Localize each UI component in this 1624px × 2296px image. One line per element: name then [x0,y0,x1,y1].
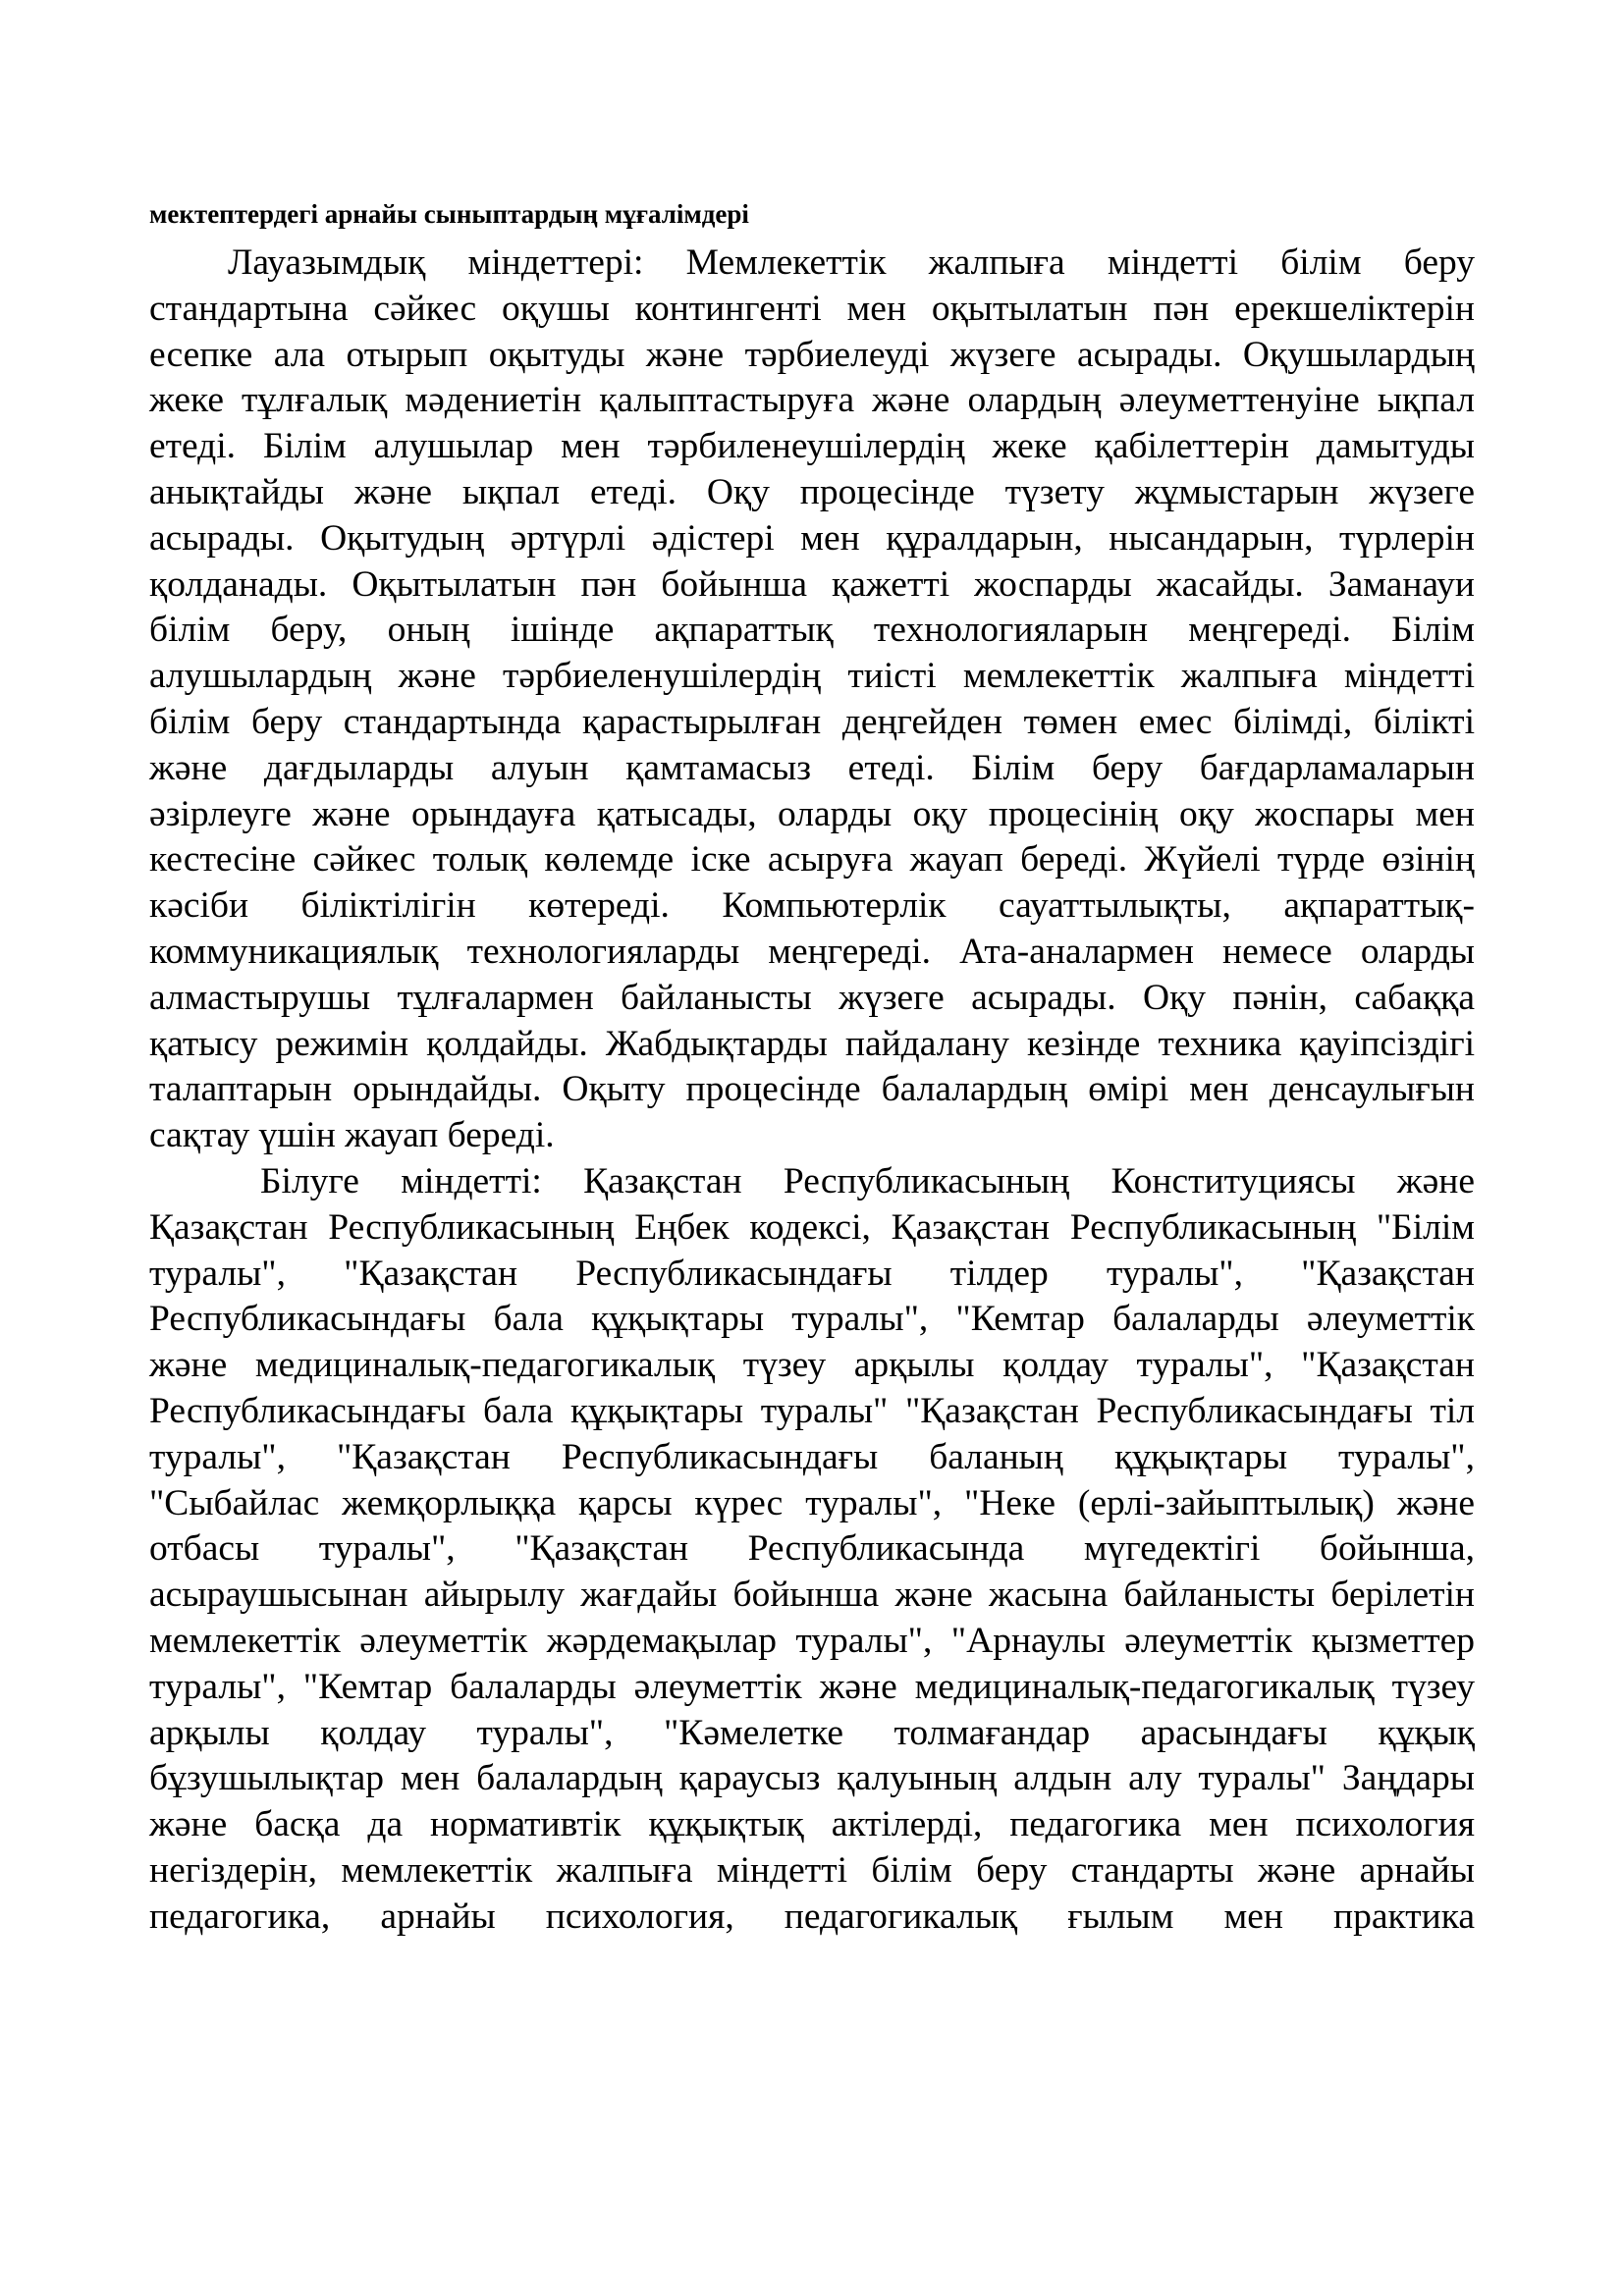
document-body [149,240,1475,1940]
text-line: мемлекеттік әлеуметтік жәрдемақылар туралы", "Арнаулы әлеуметтік қызметтер [149,1620,1475,1661]
text-line: кестесіне сәйкес толық көлемде іске асыруға жауап береді. Жүйелі түрде өзінің [149,839,1475,881]
text-line: Лауазымдық міндеттері: Мемлекеттік жалпыға міндетті білім беру [228,242,1475,283]
text-line: туралы", "Кемтар балаларды әлеуметтік және медициналық-педагогикалық түзеу [149,1666,1475,1707]
text-line: отбасы туралы", "Қазақстан Республикасында мүгедектігі бойынша, [149,1528,1475,1570]
text-line: алмастырушы тұлғалармен байланысты жүзеге асырады. Оқу пәнін, сабаққа [149,977,1475,1018]
text-line: және медициналық-педагогикалық түзеу арқылы қолдау туралы", "Қазақстан [149,1345,1475,1386]
text-line: талаптарын орындайды. Оқыту процесінде балалардың өмірі мен денсаулығын [149,1069,1475,1110]
text-line: кәсіби біліктілігін көтереді. Компьютерлік сауаттылықты, ақпараттық- [149,885,1475,927]
text-line: сақтау үшін жауап береді. [149,1115,555,1156]
text-line: қолданады. Оқытылатын пән бойынша қажетті жоспарды жасайды. Заманауи [149,563,1475,605]
text-line: коммуникациялық технологияларды меңгереді. Ата-аналармен немесе оларды [149,931,1475,972]
text-line: негіздерін, мемлекеттік жалпыға міндетті білім беру стандарты және арнайы [149,1849,1475,1891]
text-line: жеке тұлғалық мәдениетін қалыптастыруға және олардың әлеуметтенуіне ықпал [149,380,1475,421]
text-line: "Сыбайлас жемқорлыққа қарсы күрес туралы", "Неке (ерлі-зайыптылық) және [149,1482,1475,1523]
text-line: педагогика, арнайы психология, педагогикалық ғылым мен практика [149,1896,1475,1937]
text-line: Республикасындағы бала құқықтары туралы", "Кемтар балаларды әлеуметтік [149,1299,1475,1340]
text-line: анықтайды және ықпал етеді. Оқу процесінде түзету жұмыстарын жүзеге [149,471,1475,512]
text-line: Білуге міндетті: Қазақстан Республикасының Конституциясы және [260,1160,1475,1201]
text-line: туралы", "Қазақстан Республикасындағы баланың құқықтары туралы", [149,1436,1475,1477]
text-line: есепке ала отырып оқытуды және тәрбиелеуді жүзеге асырады. Оқушылардың [149,334,1475,375]
text-line: Республикасындағы бала құқықтары туралы" "Қазақстан Республикасындағы тіл [149,1390,1475,1431]
text-line: Қазақстан Республикасының Еңбек кодексі, Қазақстан Республикасының "Білім [149,1206,1475,1248]
text-line: асырады. Оқытудың әртүрлі әдістері мен құралдарын, нысандарын, түрлерін [149,517,1475,559]
section-heading: мектептердегі арнайы сыныптардың мұғалімдері [149,199,749,229]
text-line: және дағдыларды алуын қамтамасыз етеді. Білім беру бағдарламаларын [149,747,1475,788]
text-line: қатысу режимін қолдайды. Жабдықтарды пайдалану кезінде техника қауіпсіздігі [149,1023,1475,1064]
text-line: алушылардың және тәрбиеленушілердің тиісті мемлекеттік жалпыға міндетті [149,656,1475,697]
text-line: әзірлеуге және орындауға қатысады, оларды оқу процесінің оқу жоспары мен [149,793,1475,834]
text-line: арқылы қолдау туралы", "Кәмелетке толмағандар арасындағы құқық [149,1712,1475,1753]
text-line: білім беру стандартында қарастырылған деңгейден төмен емес білімді, білікті [149,701,1475,742]
paragraph-knowledge-requirements [149,1159,1475,1941]
text-line: бұзушылықтар мен балалардың қараусыз қалуының алдын алу туралы" Заңдары [149,1758,1475,1799]
text-line: білім беру, оның ішінде ақпараттық технологияларын меңгереді. Білім [149,610,1475,651]
text-line: етеді. Білім алушылар мен тәрбиленеушілердің жеке қабілеттерін дамытуды [149,426,1475,467]
text-line: асыраушысынан айырылу жағдайы бойынша және жасына байланысты берілетін [149,1575,1475,1616]
text-line: стандартына сәйкес оқушы контингенті мен оқытылатын пән ерекшеліктерін [149,288,1475,329]
paragraph-duties [149,240,1475,1159]
text-line: және басқа да нормативтік құқықтық актілерді, педагогика мен психология [149,1804,1475,1845]
text-line: туралы", "Қазақстан Республикасындағы тілдер туралы", "Қазақстан [149,1253,1475,1294]
